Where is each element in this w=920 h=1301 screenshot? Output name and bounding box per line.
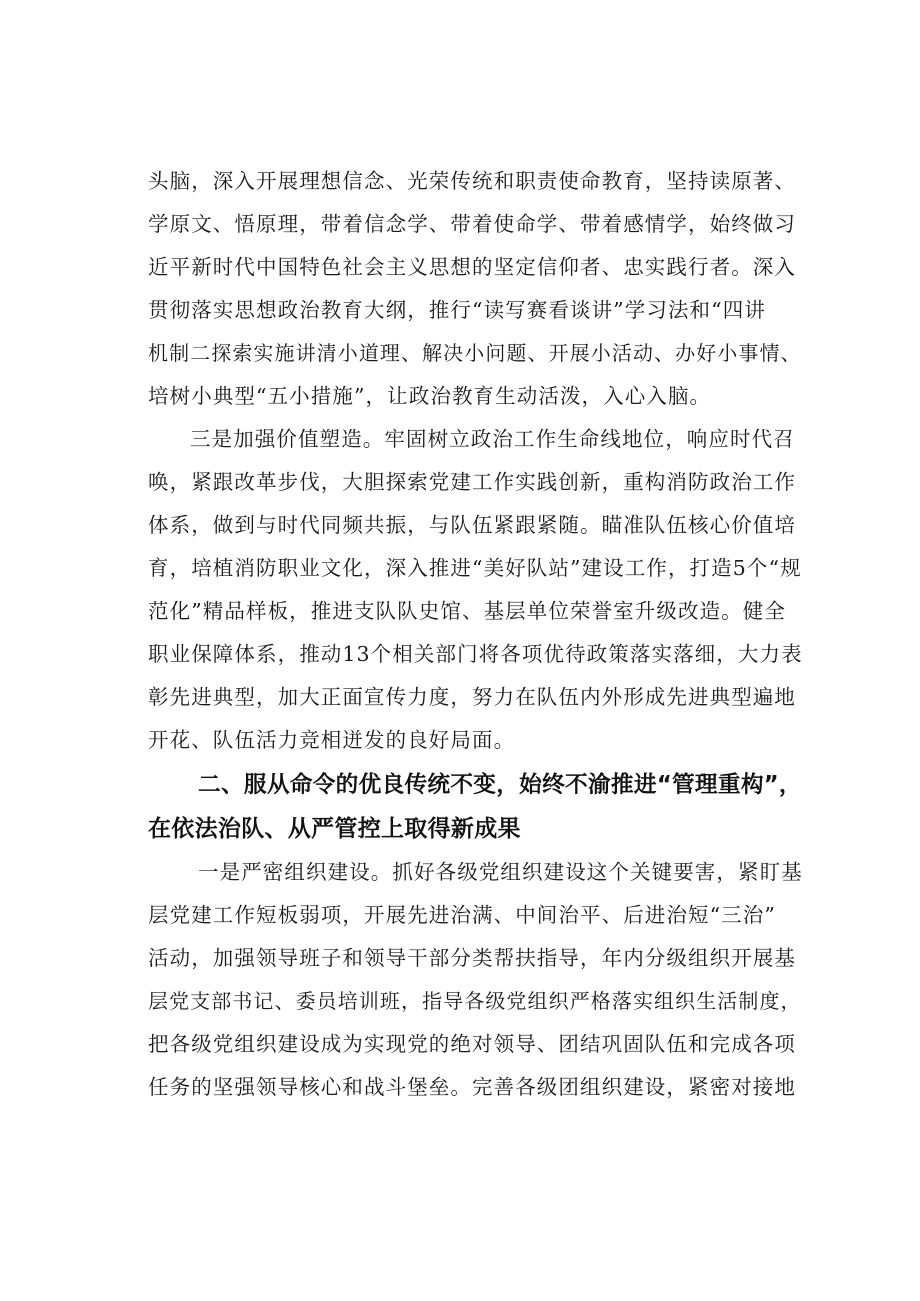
text-line: 唤，紧跟改革步伐，大胆探索党建工作实践创新，重构消防政治工作 [148,470,796,494]
text-line: 近平新时代中国特色社会主义思想的坚定信仰者、忠实践行者。深入 [148,255,796,279]
document-body [148,0,808,1301]
text-line: 头脑，深入开展理想信念、光荣传统和职责使命教育，坚持读原著、 [148,169,796,193]
text-line: 机制二探索实施讲清小道理、解决小问题、开展小活动、办好小事情、 [148,341,802,365]
text-line: 三是加强价值塑造。牢固树立政治工作生命线地位，响应时代召 [190,427,795,451]
text-line: 范化”精品样板，推进支队队史馆、基层单位荣誉室升级改造。健全 [148,599,786,623]
text-line: 把各级党组织建设成为实现党的绝对领导、团结巩固队伍和完成各项 [148,1032,796,1056]
text-line: 活动，加强领导班子和领导干部分类帮扶指导，年内分级组织开展基 [148,946,796,970]
heading-line: 在依法治队、从严管控上取得新成果 [148,816,521,842]
text-line: 任务的坚强领导核心和战斗堡垒。完善各级团组织建设，紧密对接地 [148,1075,796,1099]
text-line: 层党建工作短板弱项，开展先进治满、中间治平、后进治短“三治” [148,903,776,927]
text-line: 育，培植消防职业文化，深入推进“美好队站”建设工作，打造5个“规 [148,556,802,580]
heading-line: 二、服从命令的优良传统不变，始终不渝推进“管理重构”， [198,772,802,798]
text-line: 层党支部书记、委员培训班，指导各级党组织严格落实组织生活制度， [148,989,802,1013]
text-line: 培树小典型“五小措施”，让政治教育生动活泼，入心入脑。 [148,384,712,408]
text-line: 体系，做到与时代同频共振，与队伍紧跟紧随。瞄准队伍核心价值培 [148,513,796,537]
text-line: 贯彻落实思想政治教育大纲，推行“读写赛看谈讲”学习法和“四讲 [148,298,766,322]
text-line: 彰先进典型，加大正面宣传力度，努力在队伍内外形成先进典型遍地 [148,685,796,709]
text-line: 一是严密组织建设。抓好各级党组织建设这个关键要害，紧盯基 [198,860,803,884]
text-line: 开花、队伍活力竞相迸发的良好局面。 [148,728,516,752]
text-line: 学原文、悟原理，带着信念学、带着使命学、带着感情学，始终做习 [148,212,796,236]
text-line: 职业保障体系，推动13个相关部门将各项优待政策落实落细，大力表 [148,642,803,666]
